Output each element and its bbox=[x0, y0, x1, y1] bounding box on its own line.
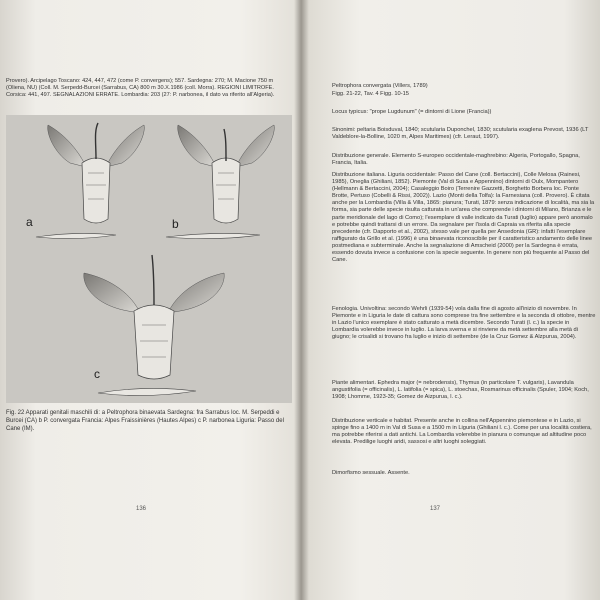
specimen-c-drawing bbox=[84, 255, 224, 379]
right-page bbox=[304, 0, 600, 600]
dimorfismo-sessuale: Dimorfismo sessuale. Assente. bbox=[332, 470, 410, 476]
left-page-number: 136 bbox=[136, 506, 147, 512]
distribuzione-verticale: Distribuzione verticale e habitat. Presente anche in collina nell'Appennino piemontese e in Lazio, si spinge fino a 1400 m in Val di Susa e a 1500 m in Liguria (Ghiliani l. c.). Come per una località costiera, ma potrebbe riferirsi a dati antichi. La Lombardia volerebbe in pianura o comunque ad altitudine poco elevata. Predilige luoghi aridi, sassosi e altri luoghi soleggiati. bbox=[332, 418, 592, 446]
sinonimi: Sinonimi: peltaria Boisduval, 1840; scutularia Duponchel, 1830; scutularia exaglena Prevost, 1936 (LT Valdeblore-la-Bolline, 1020 m, Alpes Maritimes) (cfr. Leraut, 1997). bbox=[332, 127, 589, 141]
distribuzione-italiana: Distribuzione italiana. Liguria occidentale: Passo del Cane (coll. Bertaccini), Colle Melosa (Rainesi, 1985), Oneglia (Ghiliani, 1852). Piemonte (Val di Susa e Appennino) dintorni di Oulx, Mompantero (Hellmann & Bertaccini, 2004); Casaleggio Boiro (Terrenire Gazzetti, Borghetto Borbera loc. Ponte Brotte, Pertuso (Cobelli & Rissi, 2002)). Lazio (Monti della Tolfa): la Farnesiana (coll. Provero). È citata anche per la Lombardia (Villa & Villa, 1865: pianura; Turati, 1879: senza indicazione di località, ma sia la forma, sia parte delle specie risulta catturata in un'area che comprende i dintorni di Milano, Brianza e le parte meridionale del lago di Como); l'esemplare di valle indicato da Turati (luglio) appare però anomalo e potrebbe quindi trattarsi di un errore. Da segnalare per l'isola di Capraia va riferita alla specie precedente (cfr. Dapporto et al., 2002), stesso vale per quella per Ansedonia (GR): infatti l'esemplare raffigurato da Grillo et al. (1996) è una binaevata riconoscibile per il caratteristico andamento delle linee postmediana e subterminale. Anche la segnalazione di Amscheid (2000) per la Sardegna è errata, essendo dovuta invece a confusione con la specie seguente. In genere non più frequente al Passo del Cane. bbox=[332, 172, 595, 264]
figure-label-b: b bbox=[172, 217, 179, 231]
aedeagus-a-drawing bbox=[36, 233, 116, 238]
specimen-a-drawing bbox=[48, 123, 145, 223]
aedeagus-b-drawing bbox=[166, 233, 260, 238]
fenologia: Fenologia. Univoltina: secondo Wehrli (1939-54) vola dalla fine di agosto all'inizio di novembre. In Piemonte e in Liguria le date di cattura sono comprese tra fine settembre e la seconda di ottobre, mentre in Lazio l'unico esemplare è stato catturato a metà dicembre. Secondo Turati (l. c.) la specie in Lombardia volerebbe invece in luglio. La larva sverna e si rinviene da metà settembre alla metà di giugno; le crisalidi si trovano fra luglio e inizio di settembre (de la Cruz Gomez & Alzpurua, 2004). bbox=[332, 306, 596, 341]
genitalia-illustration bbox=[6, 115, 292, 403]
piante-alimentari: Piante alimentari. Ephedra major (= nebrodensis), Thymus (in particolare T. vulgaris), Lavandula angustifolia (= officinalis), L. latifolia (= spica), L. stoechas, Rosmarinus officinalis (Spuler, 1904; Koch, 1908; Lhomme, 1923-35; Gomez de Aizpurua, l. c.). bbox=[332, 380, 589, 401]
distribuzione-generale: Distribuzione generale. Elemento S-europeo occidentale-maghrebino: Algeria, Portogallo, Spagna, Francia, Italia. bbox=[332, 153, 580, 167]
figure-reference: Figg. 21-22, Tav. 4 Figg. 10-15 bbox=[332, 91, 409, 97]
figure-caption: Fig. 22 Apparati genitali maschili di: a Peltrophora binaevata Sardegna: fra Sarrabus loc. M. Serpeddi e Burcei (CA) b P. convergata Francia: Alpes Fraissinières (Hautes Alpes) c P. narbonea Liguria: Passo del Cane (IM). bbox=[6, 410, 284, 433]
left-top-text: Provero). Arcipelago Toscano: 424, 447, 472 (come P. convergens); 557. Sardegna: 270; M. Macione 750 m (Oliena, NU) (Coll. M. Serpedd-Burcei (Sarrabus, CA) 800 m 30.X.1986 (coll. Morra). REGIONI LIMITROFE. Corsica: 441, 497. SEGNALAZIONI ERRATE. Lombardia: 203 (27: P. narbonea, il dato va riferito all'Algeria). bbox=[6, 78, 275, 98]
figure-label-a: a bbox=[26, 215, 33, 229]
locus-typicus: Locus typicus: "prope Lugdunum" (= dintorni di Lione (Francia)) bbox=[332, 109, 492, 115]
genitalia-figure bbox=[6, 115, 292, 403]
species-header: Peltrophora convergata (Villers, 1789) bbox=[332, 83, 428, 89]
specimen-b-drawing bbox=[178, 125, 275, 223]
right-page-number: 137 bbox=[430, 506, 441, 512]
aedeagus-c-drawing bbox=[98, 388, 196, 395]
figure-label-c: c bbox=[94, 367, 100, 381]
left-page bbox=[0, 0, 298, 600]
